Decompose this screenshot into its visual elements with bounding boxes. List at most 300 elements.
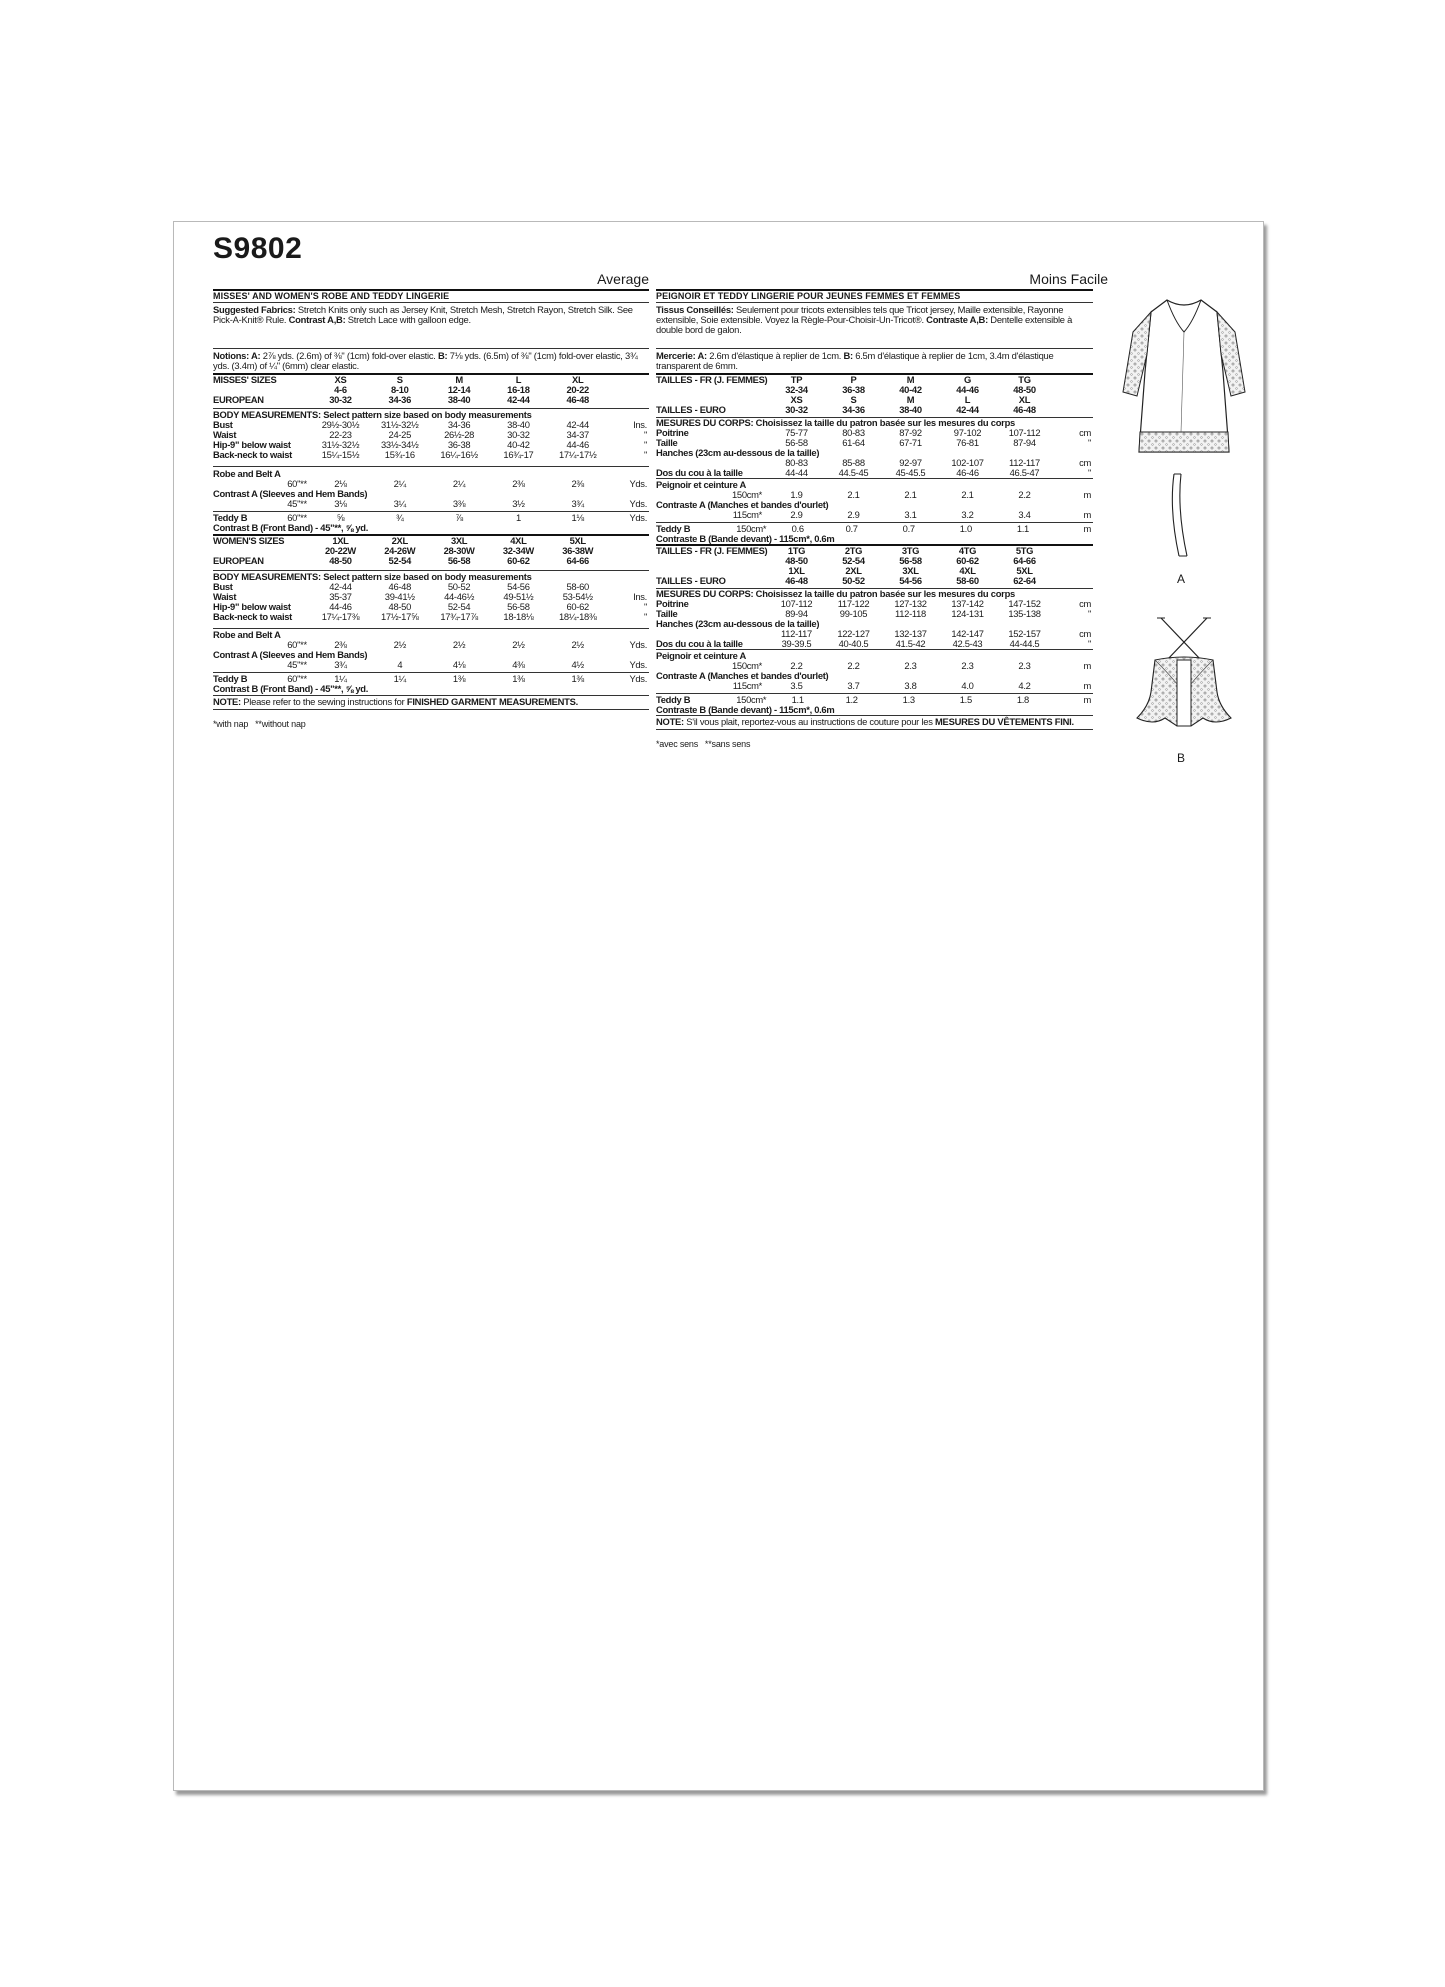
size-cell: S (396, 374, 403, 385)
row-label: Back-neck to waist (213, 611, 293, 622)
cell: 3.7 (847, 680, 860, 691)
contrast-a-label: Contraste A (Manches et bandes d'ourlet) (656, 670, 829, 681)
cell: 2½ (512, 639, 525, 650)
fabric-width: 115cm* (732, 509, 762, 520)
fabric-width: 60"** (287, 639, 307, 650)
note-text: Please refer to the sewing instructions for (240, 696, 407, 707)
row-label: Hip-9" below waist (213, 439, 291, 450)
cell: 107-112 (1008, 427, 1041, 438)
cell: 44-44.5 (1009, 638, 1040, 649)
cell: 80-83 (842, 427, 865, 438)
cell: 75-77 (785, 427, 808, 438)
fabric-width: 60"** (287, 478, 307, 489)
size-cell: 48-50 (1013, 384, 1036, 395)
row-label: Poitrine (656, 598, 689, 609)
cell: 2.3 (904, 660, 917, 671)
unit: Yds. (629, 659, 647, 670)
cell: 1⅜ (452, 673, 466, 684)
body-measurements-label: MESURES DU CORPS: Choisissez la taille du patron basée sur les mesures du corps (656, 417, 1016, 428)
fabric-width: 45"** (287, 498, 307, 509)
cell: 3⅜ (452, 498, 466, 509)
cell: 39-39.5 (781, 638, 812, 649)
view-b-label: B (1177, 751, 1186, 765)
unit: " (643, 611, 647, 622)
notions-label: Notions: A: (213, 350, 261, 361)
women-body-table (213, 582, 649, 622)
divider (656, 348, 1093, 349)
fabric-width: 60"** (287, 512, 307, 523)
misses-yardage-table (213, 469, 649, 509)
contrast-b-line: Contraste B (Bande devant) - 115cm*, 0.6m (656, 704, 835, 715)
row-label: Hip-9" below waist (213, 601, 291, 612)
cell: 112-117 (1009, 457, 1040, 468)
size-cell: 38-40 (899, 404, 922, 415)
notions (213, 351, 649, 371)
cell: 16¾-17 (503, 449, 534, 460)
cell: 3¾ (571, 498, 584, 509)
cell: 44-46 (566, 439, 589, 450)
footnote: *avec sens **sans sens (656, 739, 751, 749)
size-cell: 62-64 (1013, 575, 1036, 586)
unit: m (1083, 489, 1091, 500)
cell: 16¼-16½ (440, 449, 478, 460)
unit: Yds. (629, 673, 647, 684)
body-measurements-label: BODY MEASUREMENTS: Select pattern size based on body measurements (213, 571, 532, 582)
robe-label: Peignoir et ceinture A (656, 650, 746, 661)
cell: 4⅜ (512, 659, 525, 670)
fr-misses-sizes-table (656, 375, 1093, 415)
cell: ⅝ (336, 512, 345, 523)
row-label: Bust (213, 419, 233, 430)
euro-label: TAILLES - EURO (656, 575, 726, 586)
size-cell: XS (334, 374, 347, 385)
notions-text-a: 2⅞ yds. (2.6m) of ⅜" (1cm) fold-over elastic. (260, 350, 438, 361)
cell: 3.2 (961, 509, 974, 520)
cell: 1¼ (334, 673, 347, 684)
difficulty-level: Average (597, 271, 649, 287)
row-label: Taille (656, 437, 678, 448)
cell: 39-41½ (384, 591, 415, 602)
cell: ⅞ (455, 512, 463, 523)
cell: 42.5-43 (952, 638, 983, 649)
size-cell: 30-32 (329, 394, 352, 405)
size-cell: M (455, 374, 463, 385)
size-cell: 54-56 (899, 575, 922, 586)
contrast-text: Stretch Lace with galloon edge. (345, 314, 471, 325)
note-text: S'il vous plait, reportez-vous au instructions de couture pour les (683, 716, 935, 727)
size-cell: 36-38W (562, 545, 594, 556)
cell: 24-25 (388, 429, 412, 440)
fabric-width: 150cm* (736, 694, 767, 705)
fabric-width: 45"** (287, 659, 307, 670)
note-label: NOTE: (656, 716, 684, 727)
cell: 18-18⅛ (503, 611, 534, 622)
contrast-label: Contrast A,B: (288, 314, 346, 325)
suggested-fabrics (656, 305, 1093, 335)
size-cell: 38-40 (447, 394, 471, 405)
row-label: Waist (213, 591, 237, 602)
cell: 0.7 (845, 523, 858, 534)
row-label: Waist (213, 429, 237, 440)
cell: 124-131 (951, 608, 984, 619)
row-label: Hanches (23cm au-dessous de la taille) (656, 618, 820, 629)
cell: 42-44 (566, 419, 589, 430)
cell: 35-37 (329, 591, 352, 602)
cell: 2½ (393, 639, 406, 650)
cell: 60-62 (566, 601, 589, 612)
size-cell: 28-30W (443, 545, 475, 556)
cell: 80-83 (785, 457, 808, 468)
cell: 4½ (571, 659, 584, 670)
size-cell: 2TG (844, 545, 863, 556)
cell: 3.1 (904, 509, 917, 520)
size-cell: 4XL (510, 535, 527, 546)
size-cell: 30-32 (785, 404, 808, 415)
size-cell: 56-58 (447, 555, 471, 566)
size-cell: XS (790, 394, 803, 405)
size-cell: 52-54 (842, 555, 865, 566)
row-label: Poitrine (656, 427, 689, 438)
contrast-b-line: Contrast B (Front Band) - 45"**, ⅝ yd. (213, 683, 369, 694)
size-cell: 24-26W (384, 545, 416, 556)
teddy-label: Teddy B (213, 673, 248, 684)
cell: ¾ (396, 512, 404, 523)
cell: 46-48 (388, 581, 412, 592)
contrast-label: Contraste A,B: (926, 314, 988, 325)
cell: 29½-30½ (321, 419, 360, 430)
cell: 15¼-15½ (321, 449, 360, 460)
unit: Yds. (629, 478, 647, 489)
footnote: *with nap **without nap (213, 719, 306, 729)
cell: 2¼ (393, 478, 406, 489)
cell: 44-46½ (444, 591, 475, 602)
size-cell: 58-60 (956, 575, 979, 586)
unit: Ins. (633, 419, 647, 430)
sizes-label: TAILLES - FR (J. FEMMES) (656, 374, 768, 385)
note-bold: FINISHED GARMENT MEASUREMENTS. (406, 696, 578, 707)
cell: 52-54 (447, 601, 471, 612)
women-teddy-table (213, 674, 649, 694)
cell: 92-97 (899, 457, 922, 468)
divider (656, 302, 1093, 303)
size-cell: 60-62 (507, 555, 530, 566)
fabric-width: 60"** (287, 673, 307, 684)
cell: 44.5-45 (838, 467, 869, 478)
note (213, 697, 649, 707)
size-cell: XL (1018, 394, 1031, 405)
cell: 3½ (512, 498, 525, 509)
note-label: NOTE: (213, 696, 241, 707)
unit: m (1083, 660, 1091, 671)
size-cell: 64-66 (566, 555, 589, 566)
cell: 3.4 (1018, 509, 1031, 520)
pattern-title: MISSES' AND WOMEN'S ROBE AND TEDDY LINGERIE (213, 291, 450, 301)
divider (656, 729, 1093, 730)
cell: 1 (515, 512, 521, 523)
unit: cm (1079, 427, 1091, 438)
cell: 3.5 (790, 680, 803, 691)
cell: 117-122 (837, 598, 870, 609)
fr-women-body-table (656, 599, 1093, 649)
cell: 1⅜ (571, 673, 584, 684)
size-cell: 40-42 (899, 384, 922, 395)
fr-misses-yardage-table (656, 480, 1093, 520)
size-cell: L (964, 394, 971, 405)
cell: 1⅜ (512, 673, 525, 684)
cell: 17¼-17⅜ (321, 611, 360, 622)
cell: 1.3 (902, 694, 915, 705)
sizes-label: TAILLES - FR (J. FEMMES) (656, 545, 768, 556)
size-cell: 48-50 (785, 555, 808, 566)
cell: 2.9 (790, 509, 803, 520)
cell: 107-112 (780, 598, 813, 609)
cell: 1.2 (845, 694, 858, 705)
fabric-width: 115cm* (732, 680, 762, 691)
unit: " (1087, 638, 1091, 649)
cell: 17¼-17½ (558, 449, 597, 460)
cell: 76-81 (956, 437, 979, 448)
cell: 53-54½ (562, 591, 593, 602)
cell: 87-94 (1013, 437, 1036, 448)
cell: 2.3 (1018, 660, 1031, 671)
unit: m (1083, 509, 1091, 520)
cell: 34-37 (566, 429, 589, 440)
cell: 2.1 (961, 489, 974, 500)
unit: " (643, 439, 647, 450)
cell: 42-44 (329, 581, 352, 592)
cell: 33½-34½ (381, 439, 419, 450)
cell: 61-64 (842, 437, 865, 448)
size-cell: 1XL (332, 535, 349, 546)
cell: 31½-32½ (321, 439, 360, 450)
size-cell: M (906, 374, 915, 385)
cell: 36-38 (447, 439, 471, 450)
cell: 147-152 (1008, 598, 1041, 609)
pattern-number: S9802 (213, 232, 303, 265)
unit: cm (1079, 457, 1091, 468)
cell: 102-107 (951, 457, 984, 468)
teddy-label: Teddy B (656, 523, 691, 534)
unit: m (1083, 523, 1091, 534)
cell: 3⅛ (334, 498, 347, 509)
cell: 40-42 (507, 439, 530, 450)
cell: 142-147 (951, 628, 984, 639)
cell: 152-157 (1008, 628, 1041, 639)
unit: " (1087, 437, 1091, 448)
cell: 2.1 (847, 489, 860, 500)
unit: " (643, 429, 647, 440)
size-cell: 44-46 (956, 384, 979, 395)
size-cell: G (964, 374, 971, 385)
cell: 2⅛ (334, 478, 347, 489)
cell: 40-40.5 (838, 638, 869, 649)
size-cell: 46-48 (566, 394, 589, 405)
size-cell: 3XL (902, 565, 919, 576)
size-cell: 50-52 (842, 575, 865, 586)
cell: 4⅛ (452, 659, 466, 670)
cell: 1.1 (791, 694, 804, 705)
cell: 17½-17⅝ (381, 611, 419, 622)
fabrics-label: Tissus Conseillés: (656, 304, 734, 315)
size-cell: P (850, 374, 857, 385)
size-cell: 34-36 (842, 404, 865, 415)
contrast-text: Dentelle extensible à double bord de galon. (656, 314, 1073, 335)
teddy-label: Teddy B (656, 694, 691, 705)
size-cell: TG (1018, 374, 1031, 385)
cell: 56-58 (507, 601, 530, 612)
cell: 44-44 (785, 467, 808, 478)
cell: 2.2 (1018, 489, 1031, 500)
cell: 0.6 (791, 523, 804, 534)
misses-teddy-table (213, 513, 649, 533)
sizes-label: WOMEN'S SIZES (213, 535, 285, 546)
cell: 17¾-17⅞ (440, 611, 478, 622)
unit: " (643, 601, 647, 612)
robe-label: Robe and Belt A (213, 468, 281, 479)
unit: " (643, 449, 647, 460)
notions-b-label: B: (843, 350, 853, 361)
cell: 2.3 (961, 660, 974, 671)
unit: " (1087, 608, 1091, 619)
cell: 22-23 (329, 429, 352, 440)
size-cell: 20-22W (324, 545, 356, 556)
contrast-b-line: Contraste B (Bande devant) - 115cm*, 0.6m (656, 533, 835, 544)
size-cell: 1XL (788, 565, 805, 576)
cell: 1.9 (790, 489, 803, 500)
cell: 135-138 (1008, 608, 1041, 619)
teddy-sketch-view-b (1119, 614, 1249, 744)
contrast-a-label: Contrast A (Sleeves and Hem Bands) (213, 649, 368, 660)
divider (213, 466, 649, 467)
size-cell: S (850, 394, 857, 405)
notions-label: Mercerie: A: (656, 350, 707, 361)
cell: 58-60 (566, 581, 589, 592)
euro-label: EUROPEAN (213, 394, 264, 405)
notions-text-b: 6.5m d'élastique à replier de 1cm, 3.4m d'élastique transparent de 6mm. (656, 350, 1054, 371)
size-cell: 48-50 (329, 555, 352, 566)
contrast-b-line: Contrast B (Front Band) - 45"**, ⅝ yd. (213, 522, 369, 533)
size-cell: 3XL (450, 535, 468, 546)
cell: 132-137 (894, 628, 927, 639)
fr-women-sizes-table (656, 546, 1093, 586)
cell: 2⅜ (334, 639, 347, 650)
cell: 89-94 (785, 608, 808, 619)
cell: 48-50 (388, 601, 412, 612)
size-cell: 46-48 (1013, 404, 1036, 415)
size-cell: 4TG (958, 545, 977, 556)
cell: 2⅜ (571, 478, 584, 489)
unit: Yds. (629, 512, 647, 523)
misses-sizes-table (213, 375, 649, 405)
fr-women-yardage-table (656, 651, 1093, 691)
fr-misses-teddy-table (656, 524, 1093, 544)
divider (213, 302, 649, 303)
size-cell: 52-54 (388, 555, 412, 566)
cell: 3¼ (393, 498, 406, 509)
size-cell: 8-10 (390, 384, 409, 395)
size-cell: 60-62 (956, 555, 979, 566)
size-cell: TP (790, 374, 803, 385)
row-label: Hanches (23cm au-dessous de la taille) (656, 447, 820, 458)
row-label: Dos du cou à la taille (656, 638, 743, 649)
cell: 2.1 (904, 489, 917, 500)
cell: 38-40 (507, 419, 530, 430)
size-cell: 34-36 (388, 394, 412, 405)
unit: Yds. (629, 639, 647, 650)
cell: 87-92 (899, 427, 922, 438)
cell: 41.5-42 (895, 638, 926, 649)
unit: m (1083, 680, 1091, 691)
cell: 1.1 (1016, 523, 1029, 534)
unit: cm (1079, 628, 1091, 639)
robe-sketch-view-a (1119, 292, 1249, 462)
cell: 2.2 (847, 660, 860, 671)
cell: 3¾ (334, 659, 347, 670)
cell: 30-32 (507, 429, 530, 440)
pattern-envelope-back (173, 221, 1264, 1791)
cell: 2½ (571, 639, 584, 650)
size-cell: 42-44 (507, 394, 530, 405)
cell: 85-88 (842, 457, 865, 468)
robe-label: Peignoir et ceinture A (656, 479, 746, 490)
teddy-label: Teddy B (213, 512, 248, 523)
robe-label: Robe and Belt A (213, 629, 281, 640)
unit: Yds. (629, 498, 647, 509)
divider (213, 709, 649, 710)
row-label: Bust (213, 581, 233, 592)
cell: 97-102 (953, 427, 982, 438)
cell: 4.0 (961, 680, 974, 691)
cell: 45-45.5 (895, 467, 926, 478)
cell: 1⅛ (571, 512, 584, 523)
difficulty-level: Moins Facile (1029, 271, 1108, 287)
women-sizes-table (213, 536, 649, 566)
cell: 56-58 (785, 437, 808, 448)
size-cell: 3TG (901, 545, 920, 556)
size-cell: 46-48 (785, 575, 808, 586)
cell: 26½-28 (444, 429, 475, 440)
unit: " (1087, 467, 1091, 478)
row-label: Dos du cou à la taille (656, 467, 743, 478)
size-cell: 5TG (1015, 545, 1034, 556)
note (656, 717, 1093, 727)
divider (213, 348, 649, 349)
size-cell: 32-34 (785, 384, 808, 395)
cell: 4.2 (1018, 680, 1031, 691)
size-cell: 32-34W (502, 545, 534, 556)
cell: 122-127 (837, 628, 870, 639)
sizes-label: MISSES' SIZES (213, 374, 277, 385)
fabrics-text: Stretch Knits only such as Jersey Knit, Stretch Mesh, Stretch Rayon, Stretch Silk. See Pick-A-Knit® Rule. (213, 304, 633, 325)
cell: 2¼ (452, 478, 466, 489)
suggested-fabrics (213, 305, 649, 325)
euro-label: EUROPEAN (213, 555, 264, 566)
cell: 99-105 (839, 608, 868, 619)
fabrics-label: Suggested Fabrics: (213, 304, 296, 315)
row-label: Back-neck to waist (213, 449, 293, 460)
size-cell: 12-14 (447, 384, 471, 395)
unit: Ins. (633, 591, 647, 602)
notions-text-b: 7⅛ yds. (6.5m) of ⅜" (1cm) fold-over elastic, 3¾ yds. (3.4m) of ¼" (6mm) clear elastic. (213, 350, 638, 371)
cell: 50-52 (447, 581, 471, 592)
row-label: Taille (656, 608, 678, 619)
cell: 31½-32½ (381, 419, 419, 430)
size-cell: 20-22 (566, 384, 589, 395)
fabric-width: 150cm* (732, 660, 762, 671)
size-cell: 64-66 (1013, 555, 1036, 566)
cell: 44-46 (329, 601, 352, 612)
fr-women-teddy-table (656, 695, 1093, 715)
